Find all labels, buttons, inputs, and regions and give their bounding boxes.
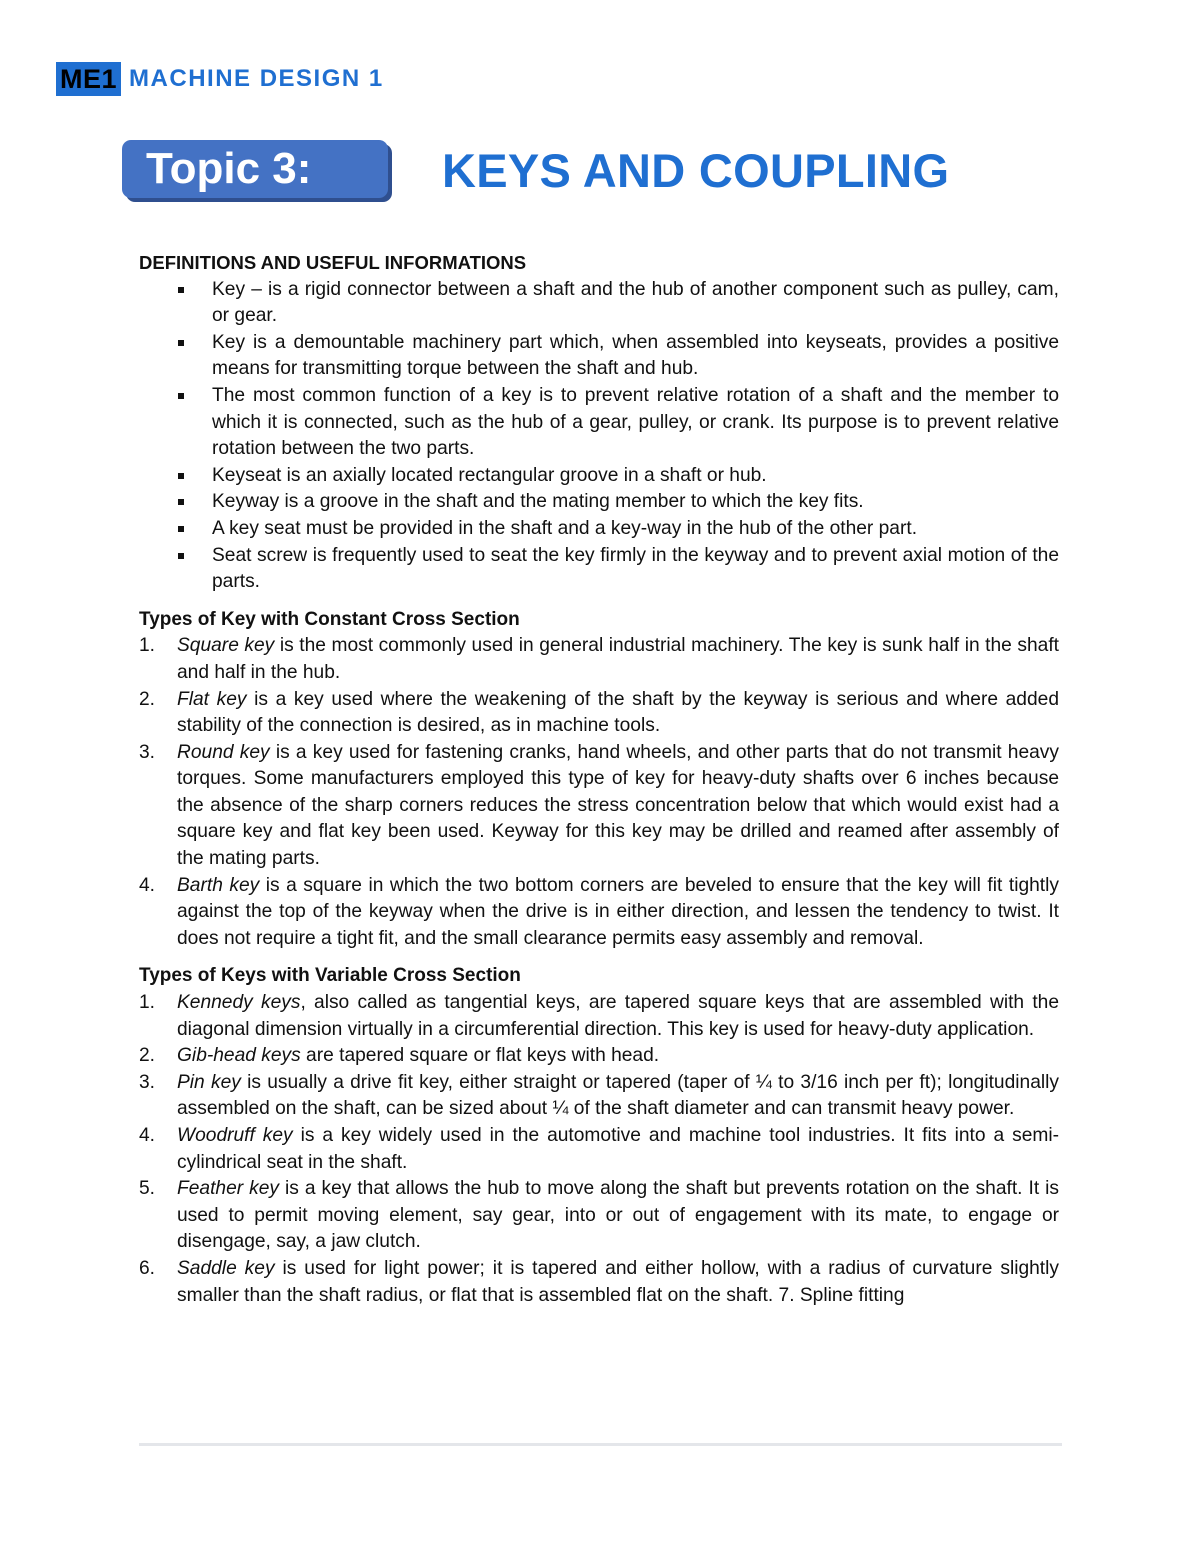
square-bullet-icon xyxy=(178,287,184,293)
course-code-badge: ME1 xyxy=(56,62,121,96)
square-bullet-icon xyxy=(178,553,184,559)
list-item: A key seat must be provided in the shaft and a key-way in the hub of the other part. xyxy=(139,516,1059,543)
list-item: 4. Barth key is a square in which the two bottom corners are beveled to ensure that the key will fit tightly against the top of the keyway when the drive is in either direction, and lessen the tendency to twist. It does not require a tight fit, and the small clearance permits easy assembly and removal. xyxy=(139,874,1059,949)
list-item: 6. Saddle key is used for light power; it is tapered and either hollow, with a radius of curvature slightly smaller than the shaft radius, or flat that is assembled flat on the shaft. 7. Spline fitting xyxy=(139,1257,1059,1306)
square-bullet-icon xyxy=(178,393,184,399)
list-item: 1. Kennedy keys, also called as tangential keys, are tapered square keys that are assembled with the diagonal dimension virtually in a circumferential direction. This key is used for heavy-duty application. xyxy=(139,992,1060,1040)
list-item: Seat screw is frequently used to seat the key firmly in the keyway and to prevent axial motion of the parts. xyxy=(139,543,1059,596)
list-item: 2. Gib-head keys are tapered square or flat keys with head. xyxy=(139,1045,660,1067)
document-header xyxy=(56,62,384,96)
topic-badge: Topic 3: xyxy=(122,140,388,198)
list-item: Key – is a rigid connector between a shaft and the hub of another component such as pulley, cam, or gear. xyxy=(139,277,1059,330)
footer-divider xyxy=(139,1443,1062,1446)
topic-title: KEYS AND COUPLING xyxy=(442,144,950,197)
constant-section-heading: Types of Key with Constant Cross Section xyxy=(139,608,520,630)
list-item: The most common function of a key is to prevent relative rotation of a shaft and the member to which it is connected, such as the hub of a gear, pulley, or crank. Its purpose is to prevent relative rotation between the two parts. xyxy=(139,383,1059,463)
list-item: 3. Pin key is usually a drive fit key, either straight or tapered (taper of ¼ to 3/16 inch per ft); longitudinally assembled on the shaft, can be sized about ¼ of the shaft diameter and can transmit heavy power. xyxy=(139,1071,1060,1120)
square-bullet-icon xyxy=(178,473,184,479)
square-bullet-icon xyxy=(178,526,184,532)
variable-section-list xyxy=(139,990,1059,1309)
constant-section-list xyxy=(139,633,1059,952)
course-title: MACHINE DESIGN 1 xyxy=(129,65,384,92)
document-body xyxy=(139,250,1059,1309)
list-item: 1. Square key is the most commonly used in general industrial machinery. The key is sunk half in the shaft and half in the hub. xyxy=(139,635,1059,683)
list-item: 2. Flat key is a key used where the weakening of the shaft by the keyway is serious and where added stability of the connection is desired, as in machine tools. xyxy=(139,688,1059,737)
list-item: Key is a demountable machinery part which, when assembled into keyseats, provides a positive means for transmitting torque between the shaft and hub. xyxy=(139,330,1059,383)
definitions-list xyxy=(139,277,1059,596)
list-item: 5. Feather key is a key that allows the hub to move along the shaft but prevents rotation on the shaft. It is used to permit moving element, say gear, into or out of engagement with its mate, to engage or disengage, say, a jaw clutch. xyxy=(139,1178,1059,1253)
square-bullet-icon xyxy=(178,499,184,505)
list-item: Keyseat is an axially located rectangular groove in a shaft or hub. xyxy=(139,463,1059,490)
list-item: Keyway is a groove in the shaft and the mating member to which the key fits. xyxy=(139,489,1059,516)
list-item: 3. Round key is a key used for fastening cranks, hand wheels, and other parts that do not transmit heavy torques. Some manufacturers employed this type of key for heavy-duty shafts over 6 inches because the absence of the sharp corners reduces the stress concentration below that which would exist had a square key and flat key been used. Keyway for this key may be drilled and reamed after assembly of the mating parts. xyxy=(139,741,1059,870)
list-item: 4. Woodruff key is a key widely used in the automotive and machine tool industries. It fits into a semi-cylindrical seat in the shaft. xyxy=(139,1125,1060,1173)
square-bullet-icon xyxy=(178,340,184,346)
definitions-heading: DEFINITIONS AND USEFUL INFORMATIONS xyxy=(139,252,527,273)
variable-section-heading: Types of Keys with Variable Cross Section xyxy=(139,965,521,987)
